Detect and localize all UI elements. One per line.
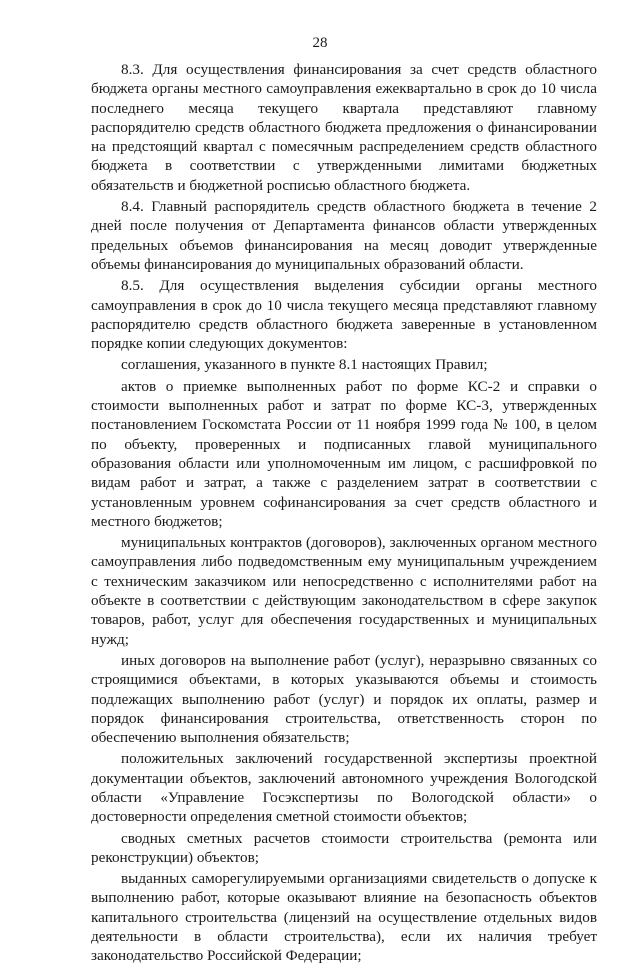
- document-list-item-sro-certificates: выданных саморегулируемыми организациями свидетельств о допуске к выполнению работ, которые оказывают влияние на безопасность объектов капитального строительства (лицензий на осуществление отдельных видов деятельности в области строительства), если их наличия требует законодательство Российской Федерации;: [91, 870, 597, 965]
- document-list-item-state-expertise: положительных заключений государственной экспертизы проектной документации объектов, заключений автономного учреждения Вологодской области «Управление Госэкспертизы по Вологодской области» о достоверности определения сметной стоимости объектов;: [91, 750, 597, 826]
- paragraph-8-5: 8.5. Для осуществления выделения субсидии органы местного самоуправления в срок до 10 числа текущего месяца представляют главному распорядителю средств областного бюджета заверенные в установленном порядке копии следующих документов:: [91, 277, 597, 353]
- document-list-item-other-agreements: иных договоров на выполнение работ (услуг), неразрывно связанных со строящимися объектами, в которых указываются объемы и стоимость подлежащих выполнению работ (услуг) и порядок их оплаты, размер и порядок финансирования строительства, ответственность сторон по обеспечению выполнения обязательств;: [91, 651, 597, 747]
- document-list-item-municipal-contracts: муниципальных контрактов (договоров), заключенных органом местного самоуправления либо подведомственным ему муниципальным учреждением с техническим заказчиком или непосредственно с исполнителями работ на объекте в соответствии с действующим законодательством в сфере закупок товаров, работ, услуг для обеспечения государственных и муниципальных нужд;: [91, 534, 597, 648]
- document-list-item-ks2-ks3-acts: актов о приемке выполненных работ по форме КС-2 и справки о стоимости выполненных работ и затрат по форме КС-3, утвержденных постановлением Госкомстата России от 11 ноября 1999 года № 100, в целом по объекту, проверенных и подписанных главой муниципального образования области или уполномоченным им лицом, с расшифровкой по видам работ и затрат, а также с разделением затрат в соответствии с установленным уровнем софинансирования за счет средств областного и местного бюджетов;: [91, 377, 597, 530]
- document-body: [91, 60, 597, 968]
- page-number: 28: [312, 35, 328, 51]
- paragraph-8-3: 8.3. Для осуществления финансирования за счет средств областного бюджета органы местного самоуправления ежеквартально в срок до 10 числа последнего месяца текущего квартала представляют главному распорядителю средств областного бюджета предложения о финансировании на предстоящий квартал с помесячным распределением средств областного бюджета в соответствии с утвержденными лимитами бюджетных обязательств и бюджетной росписью областного бюджета.: [91, 61, 597, 194]
- document-list-item-cost-estimates: сводных сметных расчетов стоимости строительства (ремонта или реконструкции) объектов;: [91, 829, 597, 866]
- document-list-item-agreement: соглашения, указанного в пункте 8.1 настоящих Правил;: [121, 356, 488, 374]
- paragraph-8-4: 8.4. Главный распорядитель средств областного бюджета в течение 2 дней после получения от Департамента финансов области утвержденных предельных объемов финансирования на месяц доводит утвержденные объемы финансирования до муниципальных образований области.: [91, 198, 597, 273]
